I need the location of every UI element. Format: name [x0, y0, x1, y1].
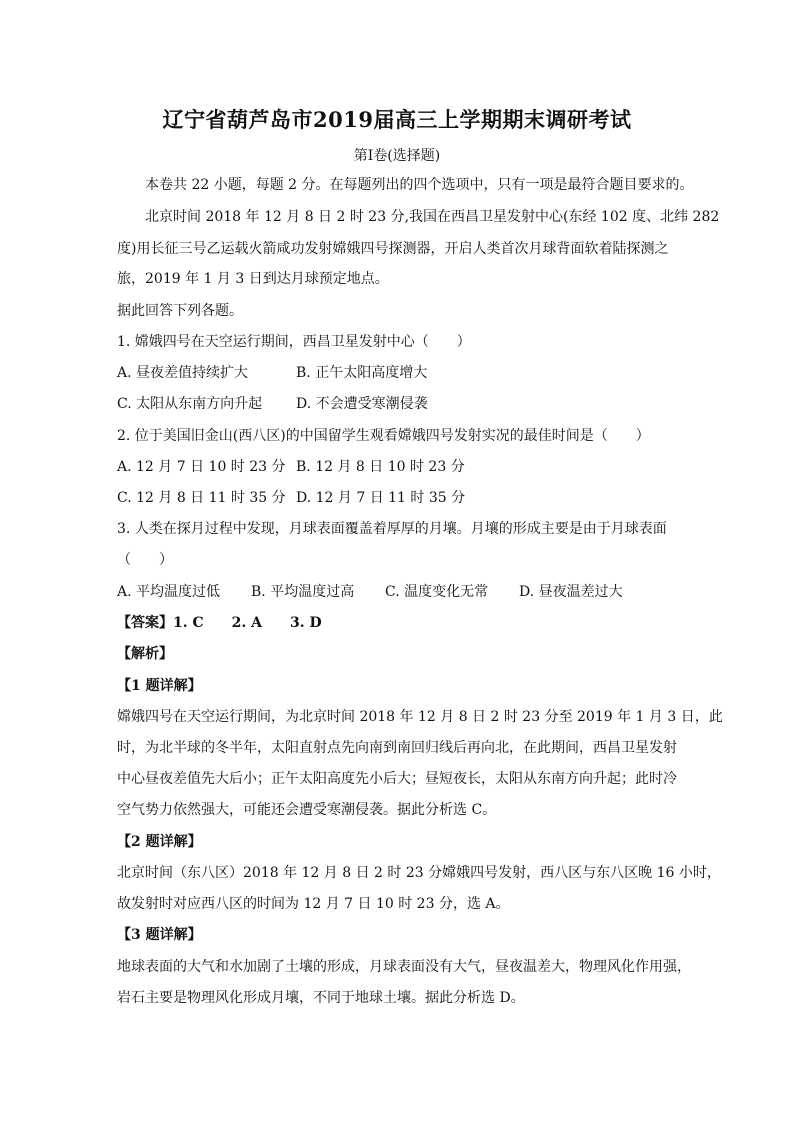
q2-option-a: A. 12 月 7 日 10 时 23 分 [117, 459, 286, 475]
material-line: 度)用长征三号乙运载火箭咸功发射嫦娥四号探测器，开启人类首次月球背面软着陆探测之 [117, 241, 669, 257]
detail-2-line: 北京时间（东八区）2018 年 12 月 8 日 2 时 23 分嫦娥四号发射，西八区与东八区晚 16 小时， [117, 865, 721, 881]
q2-option-c: C. 12 月 8 日 11 时 35 分 [117, 490, 286, 506]
question-3-stem: 3. 人类在探月过程中发现，月球表面覆盖着厚厚的月壤。月壤的形成主要是由于月球表面 [117, 521, 667, 537]
question-prompt: 据此回答下列各题。 [117, 303, 243, 319]
q3-option-d: D. 昼夜温差过大 [519, 584, 623, 600]
detail-3-heading: 【3 题详解】 [117, 927, 202, 943]
q3-option-c: C. 温度变化无常 [385, 584, 489, 600]
detail-1-line: 时，为北半球的冬半年，太阳直射点先向南到南回归线后再向北，在此期间，西昌卫星发射 [117, 740, 677, 756]
q1-option-a: A. 昼夜差值持续扩大 [117, 365, 249, 381]
q3-option-b: B. 平均温度过高 [251, 584, 355, 600]
question-2-stem: 2. 位于美国旧金山(西八区)的中国留学生观看嫦娥四号发射实况的最佳时间是（ ） [117, 428, 650, 444]
analysis-heading: 【解析】 [117, 646, 173, 662]
detail-1-line: 中心昼夜差值先大后小；正午太阳高度先小后大；昼短夜长，太阳从东南方向升起；此时冷 [117, 771, 677, 787]
detail-2-heading: 【2 题详解】 [117, 834, 202, 850]
detail-3-line: 地球表面的大气和水加剧了土壤的形成，月球表面没有大气，昼夜温差大，物理风化作用强， [117, 959, 691, 975]
detail-3-line: 岩石主要是物理风化形成月壤，不同于地球土壤。据此分析选 D。 [117, 990, 525, 1006]
question-3-stem-cont: （ ） [117, 552, 173, 568]
document-title: 辽宁省葫芦岛市2019届高三上学期期末调研考试 [162, 107, 632, 132]
material-line: 北京时间 2018 年 12 月 8 日 2 时 23 分,我国在西昌卫星发射中心(东经 102 度、北纬 282 [145, 209, 720, 225]
question-1-stem: 1. 嫦娥四号在天空运行期间，西昌卫星发射中心（ ） [117, 334, 471, 350]
answer-line: 【答案】1. C 2. A 3. D [117, 615, 322, 631]
q1-option-c: C. 太阳从东南方向升起 [117, 396, 263, 412]
instructions: 本卷共 22 小题，每题 2 分。在每题列出的四个选项中，只有一项是最符合题目要求的。 [145, 177, 694, 193]
detail-1-line: 空气势力依然强大，可能还会遭受寒潮侵袭。据此分析选 C。 [117, 802, 497, 818]
q3-option-a: A. 平均温度过低 [117, 584, 221, 600]
detail-1-line: 嫦娥四号在天空运行期间，为北京时间 2018 年 12 月 8 日 2 时 23 分至 2019 年 1 月 3 日，此 [117, 709, 723, 725]
q1-option-d: D. 不会遭受寒潮侵袭 [296, 396, 428, 412]
q2-option-b: B. 12 月 8 日 10 时 23 分 [296, 459, 465, 475]
detail-1-heading: 【1 题详解】 [117, 678, 202, 694]
material-line: 旅，2019 年 1 月 3 日到达月球预定地点。 [117, 271, 389, 287]
q2-option-d: D. 12 月 7 日 11 时 35 分 [296, 490, 466, 506]
q1-option-b: B. 正午太阳高度增大 [296, 365, 428, 381]
detail-2-line: 故发射时对应西八区的时间为 12 月 7 日 10 时 23 分，选 A。 [117, 896, 510, 912]
section-subtitle: 第I卷(选择题) [353, 148, 441, 164]
